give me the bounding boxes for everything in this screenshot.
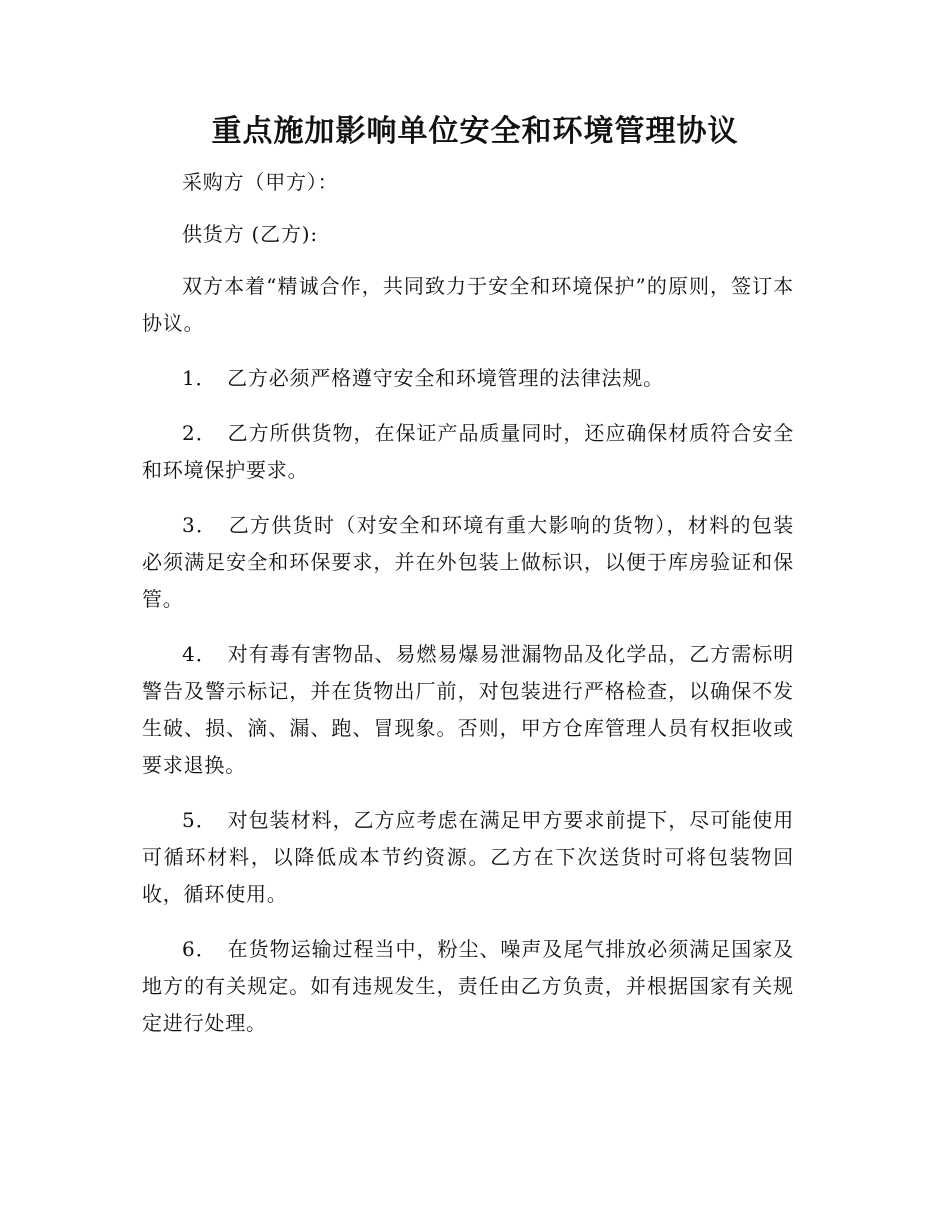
clause-6: 6． 在货物运输过程当中，粉尘、噪声及尾气排放必须满足国家及地方的有关规定。如有违规发生，责任由乙方负责，并根据国家有关规定进行处理。: [142, 937, 794, 1035]
clause-1: 1． 乙方必须严格遵守安全和环境管理的法律法规。: [182, 366, 664, 390]
clause-5: 5． 对包装材料，乙方应考虑在满足甲方要求前提下，尽可能使用可循环材料，以降低成本节约资源。乙方在下次送货时可将包装物回收，循环使用。: [142, 808, 794, 906]
clause-3: 3． 乙方供货时（对安全和环境有重大影响的货物），材料的包装必须满足安全和环保要求，并在外包装上做标识，以便于库房验证和保管。: [142, 513, 794, 611]
intro-paragraph: 双方本着“精诚合作，共同致力于安全和环境保护”的原则，签订本协议。: [142, 274, 794, 335]
supplier-label: 供货方 (乙方):: [182, 222, 318, 246]
clause-4: 4． 对有毒有害物品、易燃易爆易泄漏物品及化学品，乙方需标明警告及警示标记，并在货物出厂前，对包装进行严格检查，以确保不发生破、损、滴、漏、跑、冒现象。否则，甲方仓库管理人员有权拒收或要求退换。: [142, 642, 794, 777]
clause-2: 2． 乙方所供货物，在保证产品质量同时，还应确保材质符合安全和环境保护要求。: [142, 421, 794, 482]
buyer-label: 采购方（甲方）：: [182, 170, 339, 194]
page-title: 重点施加影响单位安全和环境管理协议: [211, 114, 739, 149]
document-body: [142, 164, 794, 1060]
